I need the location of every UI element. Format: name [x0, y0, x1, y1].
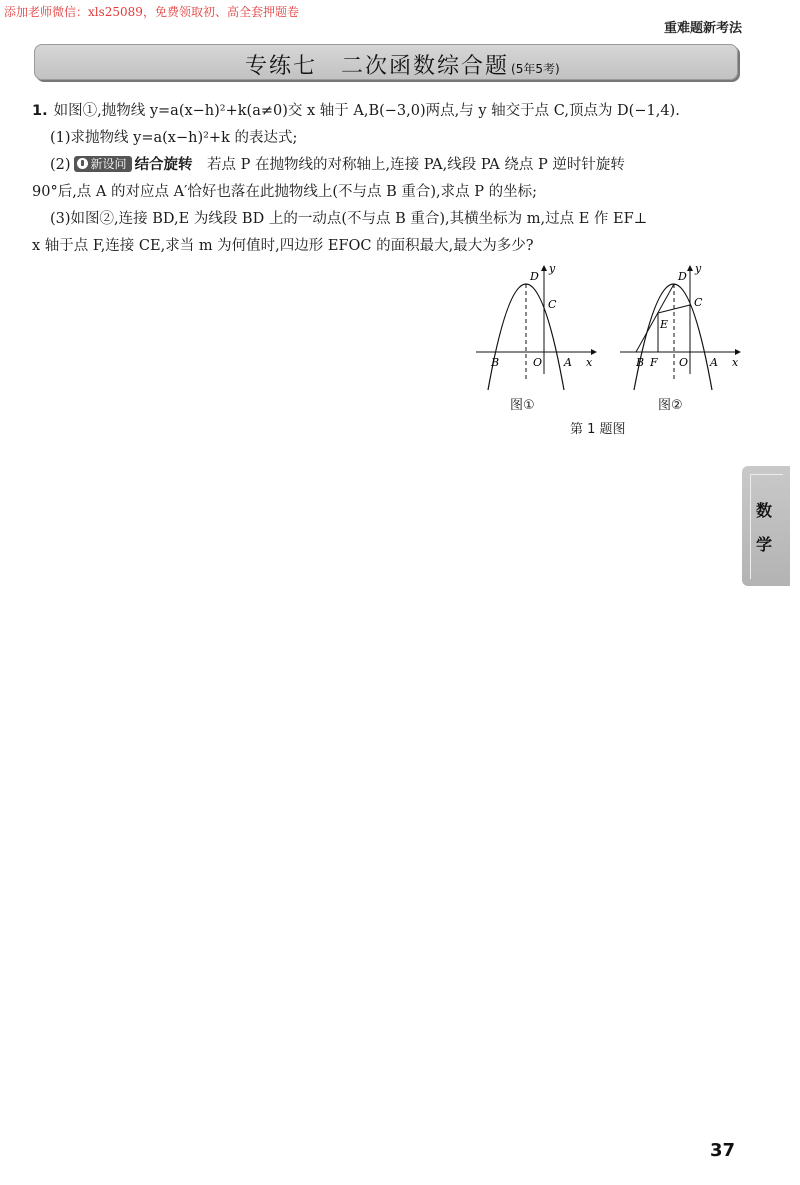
fig1-label-a: A	[564, 356, 572, 369]
segment-bd	[636, 284, 674, 352]
question-stem-line	[32, 98, 752, 125]
question-block	[32, 98, 752, 260]
fig1-label-c: C	[548, 298, 557, 311]
watermark-text: 添加老师微信：xls25089，免费领取初、高全套押题卷	[4, 5, 299, 19]
fig2-label-a: A	[710, 356, 718, 369]
side-tab-char-2: 学	[756, 535, 773, 554]
question-stem: 如图①,抛物线 y=a(x−h)²+k(a≠0)交 x 轴于 A,B(−3,0)两点,与 y 轴交于点 C,顶点为 D(−1,4).	[53, 103, 680, 119]
fig2-label-e: E	[660, 318, 669, 331]
figure-group-caption: 第 1 题图	[570, 422, 626, 437]
fig2-label-y: y	[695, 262, 702, 275]
part1-text: (1)求抛物线 y=a(x−h)²+k 的表达式;	[50, 130, 298, 146]
fig1-label-y: y	[549, 262, 556, 275]
parabola-figures	[474, 262, 750, 442]
title-main: 专练七 二次函数综合题	[245, 54, 510, 79]
fig2-caption: 图②	[658, 398, 683, 413]
subject-side-tab	[742, 466, 790, 586]
new-question-badge	[74, 156, 132, 172]
fig2-label-x: x	[732, 356, 739, 369]
part3-text-2: x 轴于点 F,连接 CE,求当 m 为何值时,四边形 EFOC 的面积最大,最大为多少?	[32, 238, 534, 254]
part2-prefix: (2)	[50, 157, 71, 173]
part2-line	[32, 152, 752, 179]
figure-group	[474, 262, 750, 442]
side-tab-char-1: 数	[756, 501, 773, 520]
part2-text: 若点 P 在抛物线的对称轴上,连接 PA,线段 PA 绕点 P 逆时针旋转	[192, 157, 625, 173]
part2-cont-line	[32, 179, 752, 206]
fig2-label-c: C	[694, 296, 703, 309]
title-bar	[34, 44, 738, 80]
fig2-label-o: O	[679, 356, 689, 369]
question-number: 1.	[32, 103, 48, 119]
fig2-label-b: B	[636, 356, 645, 369]
figure-2	[620, 262, 740, 390]
fig2-label-f: F	[650, 356, 658, 369]
fig1-label-x: x	[586, 356, 593, 369]
title-sub: (5年5考)	[511, 62, 560, 76]
part3-text-1: (3)如图②,连接 BD,E 为线段 BD 上的一动点(不与点 B 重合),其横坐标为 m,过点 E 作 EF⊥	[50, 211, 648, 227]
section-tag: 重难题新考法	[663, 21, 742, 36]
fig1-label-b: B	[491, 356, 500, 369]
part1-line	[32, 125, 752, 152]
fig2-label-d: D	[678, 270, 687, 283]
part3-line2	[32, 233, 752, 260]
badge-label: 新设问	[90, 157, 127, 171]
lightbulb-icon	[77, 158, 88, 169]
fig1-caption: 图①	[510, 398, 535, 413]
fig1-label-d: D	[530, 270, 539, 283]
part2-tag: 结合旋转	[134, 157, 193, 173]
fig1-label-o: O	[533, 356, 543, 369]
page-number: 37	[710, 1140, 736, 1161]
part3-line1	[32, 206, 752, 233]
figure-1	[476, 262, 596, 390]
page-title	[245, 49, 560, 80]
part2-cont: 90°后,点 A 的对应点 A′恰好也落在此抛物线上(不与点 B 重合),求点 P 的坐标;	[32, 184, 538, 200]
